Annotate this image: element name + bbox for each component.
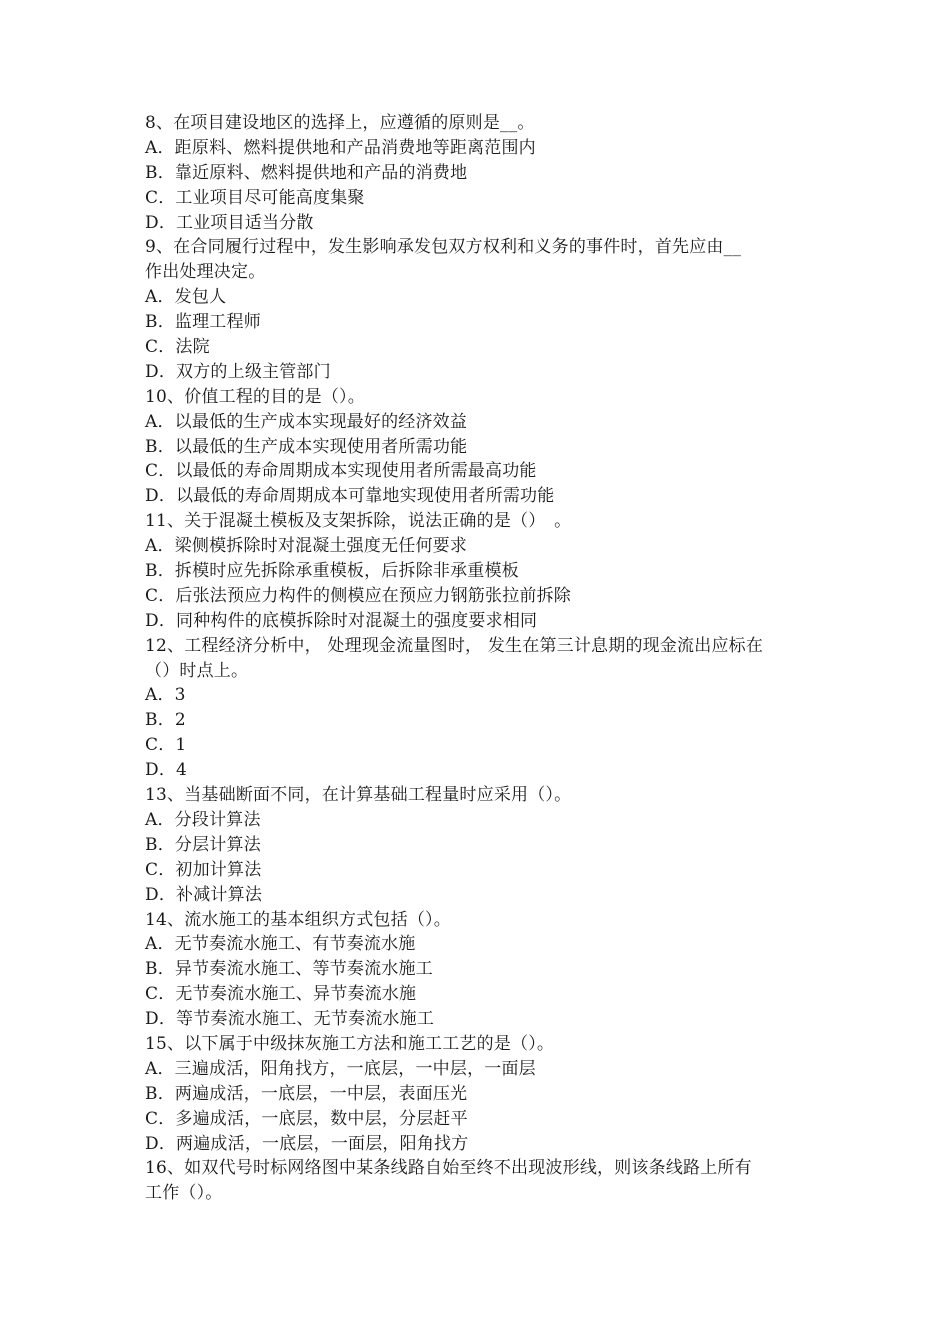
question-15-option-d: D．两遍成活，一底层，一面层，阳角找方 (145, 1133, 469, 1154)
question-12-stem-cont: （）时点上。 (145, 660, 249, 681)
question-13-option-c: C．初加计算法 (145, 859, 262, 880)
question-9-option-b: B．监理工程师 (145, 312, 261, 333)
question-12-option-d: D．4 (145, 760, 188, 781)
question-14-option-a: A．无节奏流水施工、有节奏流水施 (145, 934, 416, 955)
question-9-stem: 9、在合同履行过程中，发生影响承发包双方权利和义务的事件时，首先应由__ (145, 237, 742, 258)
question-9-option-d: D．双方的上级主管部门 (145, 361, 331, 382)
question-10-stem: 10、价值工程的目的是（）。 (145, 386, 365, 407)
question-13-option-b: B．分层计算法 (145, 834, 261, 855)
document-page (145, 111, 815, 1206)
question-10-option-a: A．以最低的生产成本实现最好的经济效益 (145, 411, 468, 432)
question-11-option-a: A．梁侧模拆除时对混凝土强度无任何要求 (145, 536, 468, 557)
question-14-option-d: D．等节奏流水施工、无节奏流水施工 (145, 1009, 435, 1030)
question-11-option-c: C．后张法预应力构件的侧模应在预应力钢筋张拉前拆除 (145, 585, 572, 606)
question-13-option-d: D．补减计算法 (145, 884, 263, 905)
question-10-option-b: B．以最低的生产成本实现使用者所需功能 (145, 436, 468, 457)
question-11-option-d: D．同种构件的底模拆除时对混凝土的强度要求相同 (145, 610, 538, 631)
question-8-stem: 8、在项目建设地区的选择上，应遵循的原则是__。 (145, 113, 535, 133)
question-16-stem: 16、如双代号时标网络图中某条线路自始至终不出现波形线，则该条线路上所有 (145, 1158, 752, 1179)
question-12-stem: 12、工程经济分析中， 处理现金流量图时， 发生在第三计息期的现金流出应标在 (145, 635, 764, 656)
question-12-option-c: C．1 (145, 735, 187, 756)
question-10-option-d: D．以最低的寿命周期成本可靠地实现使用者所需功能 (145, 486, 555, 507)
question-16-stem-cont: 工作（）。 (145, 1183, 223, 1204)
question-11-stem: 11、关于混凝土模板及支架拆除，说法正确的是（） 。 (145, 511, 572, 532)
question-8-option-c: C．工业项目尽可能高度集聚 (145, 187, 365, 208)
question-8-option-b: B．靠近原料、燃料提供地和产品的消费地 (145, 162, 468, 183)
question-15-option-c: C．多遍成活，一底层，数中层，分层赶平 (145, 1108, 468, 1129)
question-12-option-b: B．2 (145, 710, 186, 731)
question-12-option-a: A．3 (145, 685, 186, 706)
question-14-stem: 14、流水施工的基本组织方式包括（）。 (145, 909, 451, 930)
question-14-option-b: B．异节奏流水施工、等节奏流水施工 (145, 959, 433, 980)
question-9-option-c: C．法院 (145, 337, 210, 358)
question-13-stem: 13、当基础断面不同，在计算基础工程量时应采用（）。 (145, 785, 572, 806)
question-8-option-a: A．距原料、燃料提供地和产品消费地等距离范围内 (145, 137, 536, 158)
question-10-option-c: C．以最低的寿命周期成本实现使用者所需最高功能 (145, 461, 537, 482)
question-15-option-b: B．两遍成活，一底层，一中层，表面压光 (145, 1083, 468, 1104)
question-15-stem: 15、以下属于中级抹灰施工方法和施工工艺的是（）。 (145, 1033, 555, 1054)
question-9-option-a: A．发包人 (145, 287, 227, 308)
question-8-option-d: D．工业项目适当分散 (145, 212, 314, 233)
question-9-stem-cont: 作出处理决定。 (145, 262, 266, 283)
question-14-option-c: C．无节奏流水施工、异节奏流水施 (145, 984, 417, 1005)
question-15-option-a: A．三遍成活，阳角找方，一底层，一中层，一面层 (145, 1058, 536, 1079)
question-13-option-a: A．分段计算法 (145, 809, 261, 830)
question-11-option-b: B．拆模时应先拆除承重模板，后拆除非承重模板 (145, 561, 519, 582)
